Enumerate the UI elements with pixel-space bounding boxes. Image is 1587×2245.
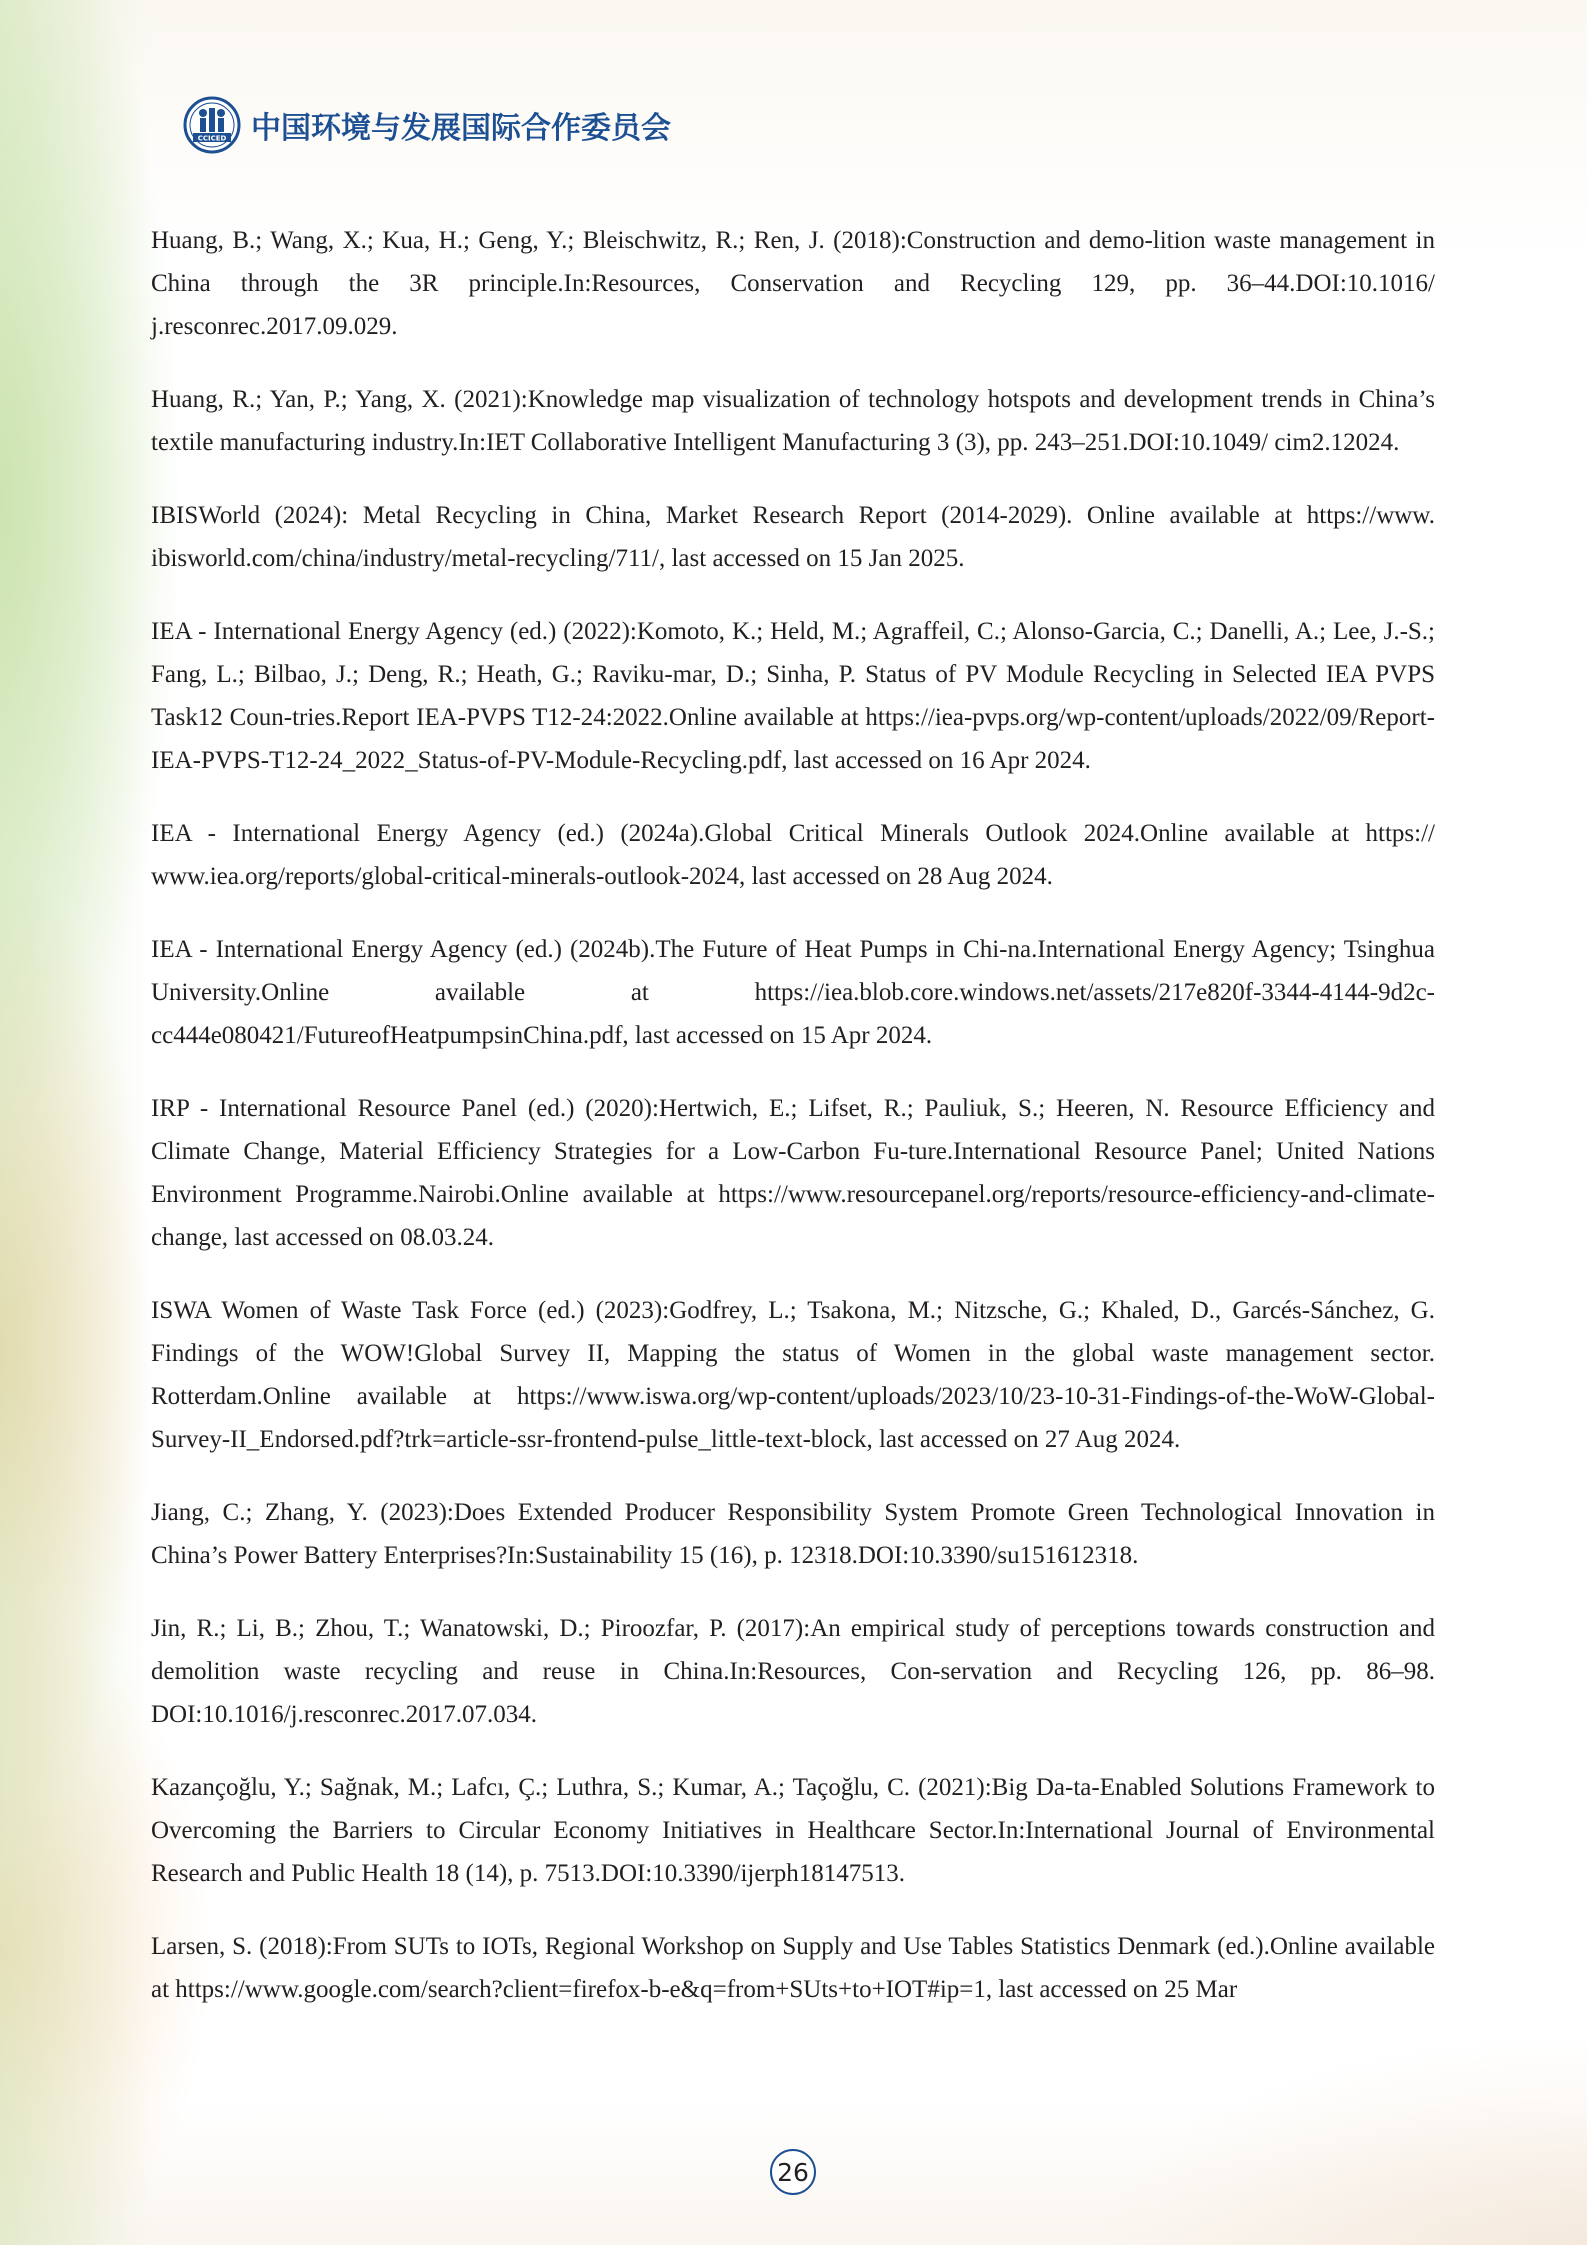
svg-text:CCICED: CCICED — [197, 134, 227, 143]
reference-item: ISWA Women of Waste Task Force (ed.) (2023):Godfrey, L.; Tsakona, M.; Nitzsche, G.; Khaled, D., Garcés-Sánchez, G. Findings of the WOW!Global Survey II, Mapping the status of Women in the global waste management sector. Rotterdam.Online available at https://www.iswa.org/wp-content/uploads/2023/10/23-10-31-Findings-of-the-WoW-Global-Survey-II_Endorsed.pdf?trk=article-ssr-frontend-pulse_little-text-block, last accessed on 27 Aug 2024. — [151, 1297, 1435, 1453]
reference-item: IEA - International Energy Agency (ed.) (2024b).The Future of Heat Pumps in Chi-na.International Energy Agency; Tsinghua University.Online available at https://iea.blob.core.windows.net/assets/217e820f-3344-4144-9d2c-cc444e080421/FutureofHeatpumpsinChina.pdf, last accessed on 15 Apr 2024. — [151, 936, 1435, 1049]
reference-item: IBISWorld (2024): Metal Recycling in China, Market Research Report (2014-2029). Online available at https://www. ibisworld.com/china/industry/metal-recycling/711/, last accessed on 15 Jan 2025. — [151, 502, 1435, 572]
reference-item: Jin, R.; Li, B.; Zhou, T.; Wanatowski, D.; Piroozfar, P. (2017):An empirical study of perceptions towards construction and demolition waste recycling and reuse in China.In:Resources, Con-servation and Recycling 126, pp. 86–98. DOI:10.1016/j.resconrec.2017.07.034. — [151, 1615, 1435, 1728]
cciced-logo-icon — [183, 96, 241, 154]
reference-item: Huang, B.; Wang, X.; Kua, H.; Geng, Y.; Bleischwitz, R.; Ren, J. (2018):Construction and demo-lition waste management in China through the 3R principle.In:Resources, Conservation and Recycling 129, pp. 36–44.DOI:10.1016/ j.resconrec.2017.09.029. — [151, 227, 1435, 340]
page-number: 26 — [770, 2149, 816, 2195]
decorative-edge — [0, 0, 150, 2245]
reference-item: Jiang, C.; Zhang, Y. (2023):Does Extended Producer Responsibility System Promote Green Technological Innovation in China’s Power Battery Enterprises?In:Sustainability 15 (16), p. 12318.DOI:10.3390/su151612318. — [151, 1499, 1435, 1569]
reference-item: IEA - International Energy Agency (ed.) (2024a).Global Critical Minerals Outlook 2024.Online available at https:// www.iea.org/reports/global-critical-minerals-outlook-2024, last accessed on 28 Aug 2024. — [151, 820, 1435, 890]
reference-list — [151, 219, 1435, 2041]
organization-name: 中国环境与发展国际合作委员会 — [251, 111, 671, 146]
reference-item: Larsen, S. (2018):From SUTs to IOTs, Regional Workshop on Supply and Use Tables Statistics Denmark (ed.).Online available at https://www.google.com/search?client=firefox-b-e&q=from+SUts+to+IOT#ip=1, last accessed on 25 Mar — [151, 1933, 1435, 2003]
reference-item: Huang, R.; Yan, P.; Yang, X. (2021):Knowledge map visualization of technology hotspots and development trends in China’s textile manufacturing industry.In:IET Collaborative Intelligent Manufacturing 3 (3), pp. 243–251.DOI:10.1049/ cim2.12024. — [151, 386, 1435, 456]
reference-item: Kazançoğlu, Y.; Sağnak, M.; Lafcı, Ç.; Luthra, S.; Kumar, A.; Taçoğlu, C. (2021):Big Da-ta-Enabled Solutions Framework to Overcoming the Barriers to Circular Economy Initiatives in Healthcare Sector.In:International Journal of Environmental Research and Public Health 18 (14), p. 7513.DOI:10.3390/ijerph18147513. — [151, 1774, 1435, 1887]
reference-item: IRP - International Resource Panel (ed.) (2020):Hertwich, E.; Lifset, R.; Pauliuk, S.; Heeren, N. Resource Efficiency and Climate Change, Material Efficiency Strategies for a Low-Carbon Fu-ture.International Resource Panel; United Nations Environment Programme.Nairobi.Online available at https://www.resourcepanel.org/reports/resource-efficiency-and-climate-change, last accessed on 08.03.24. — [151, 1095, 1435, 1251]
reference-item: IEA - International Energy Agency (ed.) (2022):Komoto, K.; Held, M.; Agraffeil, C.; Alonso-Garcia, C.; Danelli, A.; Lee, J.-S.; Fang, L.; Bilbao, J.; Deng, R.; Heath, G.; Raviku-mar, D.; Sinha, P. Status of PV Module Recycling in Selected IEA PVPS Task12 Coun-tries.Report IEA-PVPS T12-24:2022.Online available at https://iea-pvps.org/wp-content/uploads/2022/09/Report-IEA-PVPS-T12-24_2022_Status-of-PV-Module-Recycling.pdf, last accessed on 16 Apr 2024. — [151, 618, 1435, 774]
page-header — [183, 96, 671, 154]
